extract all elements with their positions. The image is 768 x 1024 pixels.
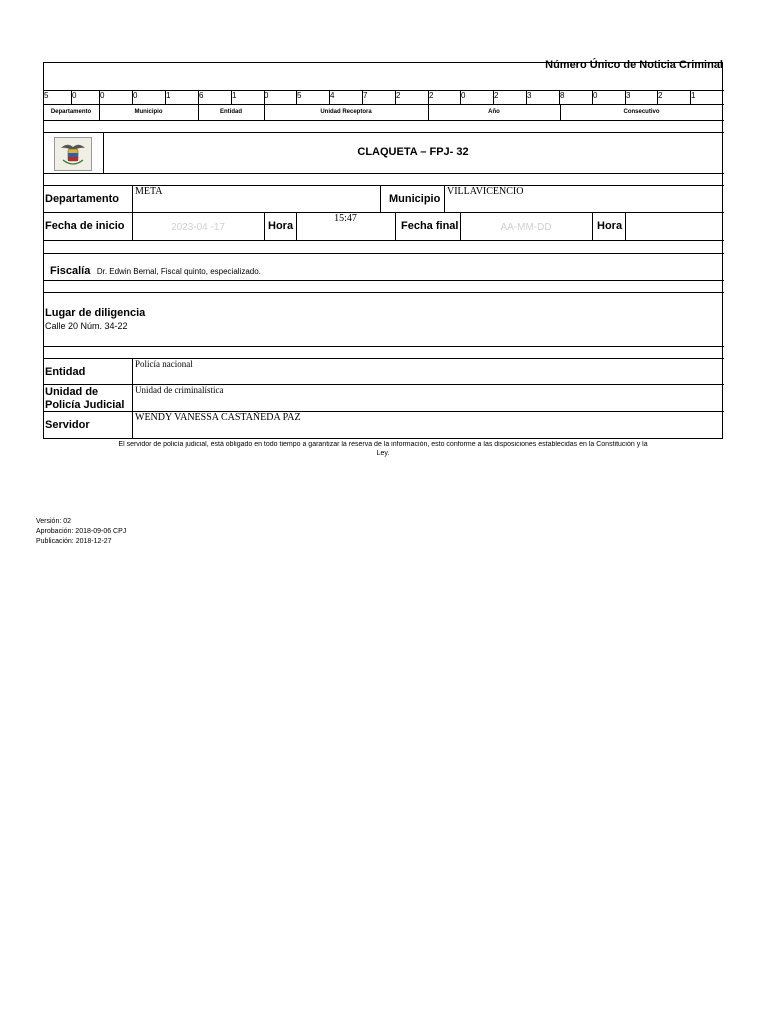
- hora-final-label: Hora: [597, 220, 623, 232]
- rule: [264, 212, 265, 240]
- hora-inicio-value[interactable]: 15:47: [334, 213, 357, 224]
- departamento-value[interactable]: META: [135, 186, 163, 197]
- noticia-digit: 7: [363, 91, 368, 100]
- entidad-value[interactable]: Policía nacional: [135, 359, 193, 369]
- segment-unidad-receptora: Unidad Receptora: [320, 109, 372, 115]
- noticia-digit: 5: [297, 91, 302, 100]
- unidad-value[interactable]: Unidad de criminalística: [135, 385, 224, 395]
- aprobacion-text: Aprobación: 2018-09-06 CPJ: [36, 528, 127, 535]
- entidad-label: Entidad: [45, 366, 86, 378]
- municipio-value[interactable]: VILLAVICENCIO: [447, 186, 524, 197]
- noticia-digit: 0: [100, 91, 105, 100]
- fecha-final-input[interactable]: AA-MM-DD: [500, 222, 552, 233]
- noticia-digit: 2: [429, 91, 434, 100]
- segment-entidad: Entidad: [220, 109, 242, 115]
- rule: [444, 185, 445, 212]
- lugar-label: Lugar de diligencia: [45, 307, 146, 319]
- noticia-digit: 2: [396, 91, 401, 100]
- noticia-digit: 0: [133, 91, 138, 100]
- fiscalia-label: Fiscalía: [50, 265, 91, 277]
- rule: [43, 120, 724, 121]
- noticia-digit: 4: [330, 91, 335, 100]
- colombia-coat-of-arms-icon: [54, 137, 92, 171]
- unidad-label-line2: Policía Judicial: [45, 399, 125, 411]
- rule: [43, 280, 724, 281]
- rule: [43, 253, 724, 254]
- fecha-inicio-label: Fecha de inicio: [45, 220, 125, 232]
- noticia-digit: 1: [691, 91, 696, 100]
- segment-municipio: Municipio: [134, 109, 163, 115]
- fiscalia-row: [50, 261, 261, 279]
- rule: [43, 346, 724, 347]
- noticia-digit: 1: [166, 91, 171, 100]
- rule: [43, 173, 724, 174]
- fecha-inicio-value[interactable]: 2023-04 -17: [171, 222, 225, 233]
- rule: [43, 292, 724, 293]
- hora-final-input[interactable]: [626, 213, 722, 239]
- reserva-notice-line1: El servidor de policía judicial, está obligado en todo tiempo a garantizar la reserva de la información, esto conforme a las disposiciones establecidas en la Constitución y la: [118, 441, 648, 448]
- noticia-digit: 0: [72, 91, 77, 100]
- reserva-notice-line2: Ley.: [376, 450, 390, 457]
- noticia-digit: 3: [626, 91, 631, 100]
- municipio-label: Municipio: [389, 193, 441, 205]
- noticia-digit: 5: [44, 91, 49, 100]
- noticia-digit: 6: [199, 91, 204, 100]
- servidor-value[interactable]: WENDY VANESSA CASTAÑEDA PAZ: [135, 412, 301, 423]
- noticia-digit: 3: [527, 91, 532, 100]
- servidor-label: Servidor: [45, 419, 90, 431]
- rule: [380, 185, 381, 212]
- noticia-digit: 0: [264, 91, 269, 100]
- rule: [395, 212, 396, 240]
- lugar-value[interactable]: Calle 20 Núm. 34-22: [45, 321, 128, 331]
- rule: [132, 358, 133, 439]
- noticia-digit: 0: [461, 91, 466, 100]
- fecha-final-label: Fecha final: [401, 220, 459, 232]
- form-title: CLAQUETA – FPJ- 32: [357, 146, 469, 158]
- noticia-digit: 2: [494, 91, 499, 100]
- rule: [43, 240, 724, 241]
- version-text: Versión: 02: [36, 518, 72, 525]
- header-title: Número Único de Noticia Criminal: [545, 59, 723, 71]
- publicacion-text: Publicación: 2018-12-27: [36, 538, 112, 545]
- segment-anio: Año: [488, 109, 500, 115]
- rule: [43, 90, 724, 91]
- unidad-label-line1: Unidad de: [45, 386, 99, 398]
- noticia-digit: 2: [658, 91, 663, 100]
- noticia-digit: 8: [560, 91, 565, 100]
- rule: [43, 132, 724, 133]
- segment-consecutivo: Consecutivo: [623, 109, 660, 115]
- hora-inicio-label: Hora: [268, 220, 294, 232]
- rule: [592, 212, 593, 240]
- fiscalia-value[interactable]: Dr. Edwin Bernal, Fiscal quinto, especializado.: [96, 267, 261, 276]
- segment-departamento: Departamento: [50, 109, 92, 115]
- departamento-label: Departamento: [45, 193, 119, 205]
- noticia-digit: 1: [232, 91, 237, 100]
- noticia-digit: 0: [593, 91, 598, 100]
